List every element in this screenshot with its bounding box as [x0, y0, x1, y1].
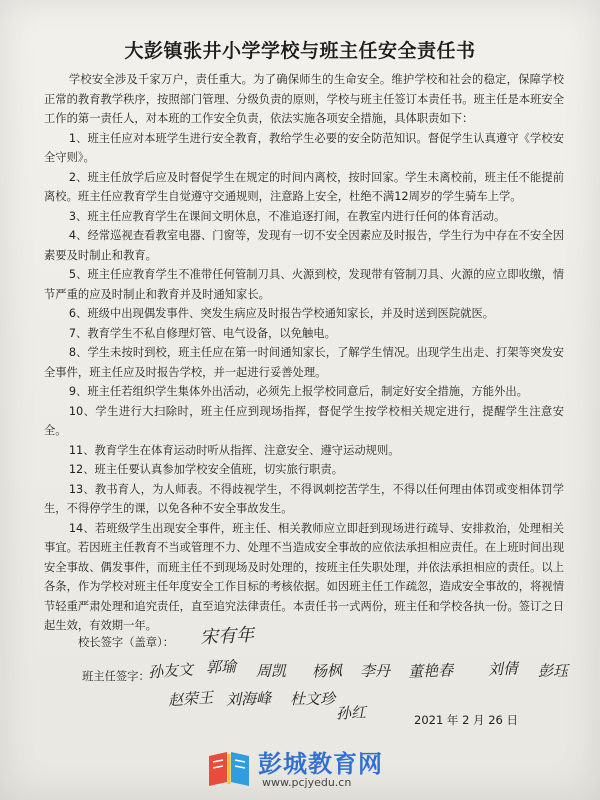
- teacher-signature: 李丹: [360, 662, 391, 680]
- teacher-signature: 杜文珍: [290, 690, 336, 708]
- clause-6: 6、班级中出现偶发事件、突发生病应及时报告学校通知家长，并及时送到医院就医。: [68, 307, 495, 320]
- teacher-signature: 郭瑜: [205, 657, 237, 677]
- teacher-signature: 周凯: [256, 662, 287, 680]
- signing-date: 2021 年 2 月 26 日: [414, 713, 518, 727]
- clause-2: 2、班主任放学后应及时督促学生在规定的时间内离校，按时回家。学生未离校前，班主任不能提前离校。班主任应教育学生自觉遵守交通规则，注意路上安全，杜绝不满12周岁的学生骑车上学。: [44, 170, 564, 203]
- teacher-signature: 孙红: [335, 703, 367, 723]
- teacher-signature: 孙友文: [147, 660, 194, 682]
- clause-12: 12、班主任要认真参加学校安全值班，切实旅行职责。: [68, 463, 344, 476]
- site-watermark: [200, 742, 420, 794]
- document-title: 大彭镇张井小学学校与班主任安全责任书: [124, 40, 476, 62]
- document-body: [44, 70, 564, 636]
- teacher-signature: 杨枫: [311, 661, 343, 681]
- clause-3: 3、班主任应教育学生在课间文明休息，不准追逐打闹，在教室内进行任何的体育活动。: [68, 209, 506, 223]
- principal-signature: 宋有年: [199, 624, 255, 649]
- principal-signature-label: 校长签字（盖章）：: [78, 636, 175, 649]
- intro-paragraph: 学校安全涉及千家万户，责任重大。为了确保师生的生命安全。维护学校和社会的稳定，保障学校正常的教育教学秩序，按照部门管理、分级负责的原则，学校与班主任签订本责任书。班主任是本班安全工作的第一责任人，对本班的工作安全负责，依法实施各项安全措施，具体职责如下：: [44, 73, 564, 125]
- clause-4: 4、经常巡视查看教室电器、门窗等，发现有一切不安全因素应及时报告，学生行为中存在不安全因素要及时制止和教育。: [44, 229, 564, 262]
- teacher-signature: 董艳春: [407, 661, 454, 681]
- teacher-signature: 赵荣王: [167, 688, 214, 710]
- teacher-signature-label: 班主任签字：: [82, 670, 150, 683]
- book-logo-icon: [206, 748, 252, 788]
- clause-5: 5、班主任应教育学生不准带任何管制刀具、火源到校，发现带有管制刀具、火源的应立即收缴，情节严重的应及时制止和教育并及时通知家长。: [44, 268, 564, 301]
- watermark-url: www.pcjyedu.cn: [262, 776, 352, 789]
- watermark-title: 彭城教育网: [258, 750, 383, 778]
- clause-14: 14、若班级学生出现安全事件，班主任、相关教师应立即赶到现场进行疏导、安排救治，处理相关事宜。若因班主任教育不当或管理不力、处理不当造成安全事故的应依法承担相应责任。在上班时间出现安全事故、偶发事件，而班主任不到现场及时处理的，按班主任失职处理，并依法承担相应的责任。以上各条，作为学校对班主任年度安全工作目标的考核依据。如因班主任工作疏忽，造成安全事故的，将视情节轻重严肃处理和追究责任，直至追究法律责任。本责任书一式两份，班主任和学校各执一份。签订之日起生效，有效期一年。: [44, 521, 564, 632]
- clause-7: 7、教育学生不私自修理灯管、电气设备，以免触电。: [68, 326, 336, 340]
- teacher-signature: 刘海峰: [225, 689, 272, 709]
- clause-13: 13、教书育人，为人师表。不得歧视学生，不得讽刺挖苦学生，不得以任何理由体罚或变相体罚学生，不得停学生的课，以免各种不安全事故发生。: [44, 482, 564, 515]
- clause-1: 1、班主任应对本班学生进行安全教育，教给学生必要的安全防范知识。督促学生认真遵守《学校安全守则》。: [44, 131, 564, 164]
- clause-9: 9、班主任若组织学生集体外出活动，必须先上报学校同意后，制定好安全措施，方能外出。: [68, 385, 528, 398]
- clause-10: 10、学生进行大扫除时，班主任应到现场指挥，督促学生按学校相关规定进行，提醒学生注意安全。: [44, 404, 564, 437]
- clause-11: 11、教育学生在体育运动时听从指挥、注意安全、遵守运动规则。: [68, 443, 400, 457]
- teacher-signature: 彭珏: [538, 662, 569, 680]
- teacher-signature: 刘倩: [487, 659, 519, 679]
- clause-8: 8、学生未按时到校，班主任应在第一时间通知家长，了解学生情况。出现学生出走、打架等突发安全事件，班主任应及时报告学校，并一起进行妥善处理。: [44, 346, 564, 379]
